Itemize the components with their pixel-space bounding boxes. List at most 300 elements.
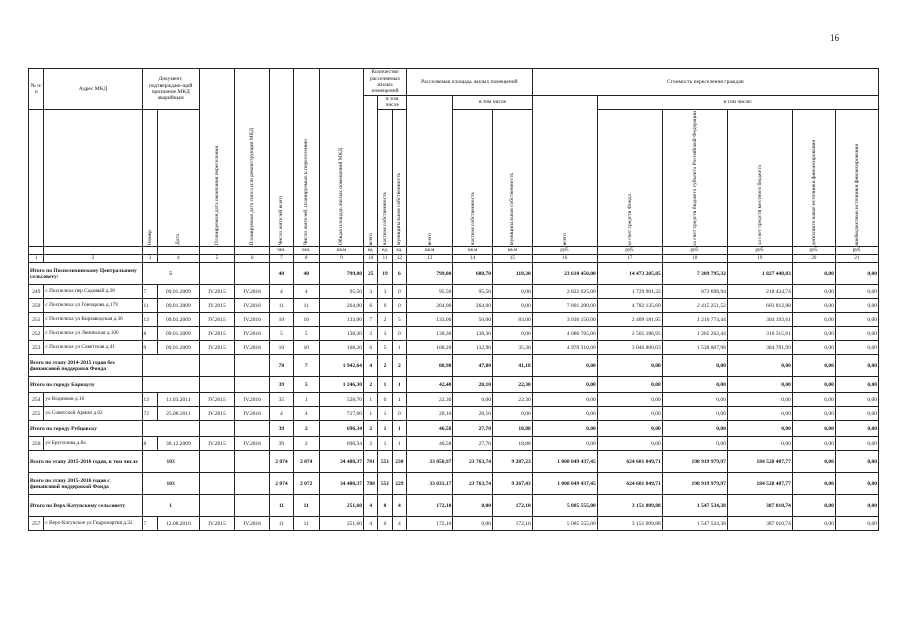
value-cell: 23 763,74 xyxy=(453,451,493,473)
summary-row xyxy=(29,421,879,437)
value-cell: 0,00 xyxy=(792,473,835,495)
header-local-cell xyxy=(727,109,792,247)
value-cell: 198 919 979,97 xyxy=(662,473,727,495)
value-cell: 1 xyxy=(392,377,406,393)
empty-cell xyxy=(235,421,270,437)
value-cell: 138,30 xyxy=(407,327,453,341)
column-number: 2 xyxy=(44,255,142,263)
row-doc-number: 8 xyxy=(142,437,157,451)
value-cell: 0,00 xyxy=(835,421,878,437)
value-cell: 717,60 xyxy=(319,407,363,421)
header-fund: за счет средств Фонда xyxy=(626,193,633,246)
value-cell: 551 xyxy=(378,473,392,495)
unit-cell: кв.м xyxy=(493,247,533,255)
value-cell: 1 942,64 xyxy=(319,355,363,377)
value-cell: 1 729 901,32 xyxy=(597,285,662,299)
row-planned-end: IV.2015 xyxy=(199,437,234,451)
value-cell: 11 xyxy=(293,517,319,531)
unit-cell: руб. xyxy=(597,247,662,255)
value-cell: 0,00 xyxy=(835,473,878,495)
value-cell: 11 xyxy=(270,517,293,531)
value-cell: 0,00 xyxy=(662,377,727,393)
column-number: 17 xyxy=(597,255,662,263)
value-cell: 0,00 xyxy=(792,285,835,299)
row-num: 256 xyxy=(29,437,44,451)
value-cell: 3 xyxy=(378,285,392,299)
column-number: 20 xyxy=(792,255,835,263)
value-cell: 6 xyxy=(378,299,392,313)
summary-label: Итого по Верх-Катунскому сельсовету xyxy=(29,495,143,517)
value-cell: 0,00 xyxy=(792,377,835,393)
row-num: 250 xyxy=(29,299,44,313)
value-cell: 138,30 xyxy=(453,327,493,341)
summary-mkd-count: 103 xyxy=(142,451,199,473)
row-planned-end: IV.2015 xyxy=(199,407,234,421)
table-row xyxy=(29,299,879,313)
unit-cell: кв.м xyxy=(407,247,453,255)
header-residents-planned: Число жителей, планируемых к переселению xyxy=(303,138,310,246)
header-address-cont xyxy=(44,109,142,247)
row-planned-end: IV.2015 xyxy=(199,285,234,299)
row-address: с Поспелиха ул Кирзаводская д.36 xyxy=(44,313,142,327)
value-cell: 0,00 xyxy=(662,393,727,407)
row-num: 252 xyxy=(29,327,44,341)
value-cell: 0,00 xyxy=(792,393,835,407)
header-cost: Стоимость переселения граждан xyxy=(532,69,878,96)
value-cell: 6 xyxy=(392,263,406,285)
value-cell: 229 xyxy=(392,473,406,495)
empty-cell xyxy=(199,451,234,473)
value-cell: 35 xyxy=(270,393,293,407)
row-doc-date: 09.01.2009 xyxy=(157,285,199,299)
value-cell: 1 008 049 437,45 xyxy=(532,473,597,495)
value-cell: 83,00 xyxy=(493,313,533,327)
value-cell: 20,10 xyxy=(407,407,453,421)
column-number: 21 xyxy=(835,255,878,263)
unit-cell xyxy=(142,247,157,255)
value-cell: 5 085 555,00 xyxy=(532,495,597,517)
summary-row xyxy=(29,263,879,285)
value-cell: 7 xyxy=(364,313,378,327)
value-cell: 5 xyxy=(392,313,406,327)
summary-row xyxy=(29,495,879,517)
value-cell: 0,00 xyxy=(532,355,597,377)
row-doc-date: 25.08.2011 xyxy=(157,407,199,421)
value-cell: 2 074 xyxy=(270,451,293,473)
value-cell: 3 046 800,03 xyxy=(597,341,662,355)
summary-mkd-count: 103 xyxy=(142,473,199,495)
value-cell: 50,00 xyxy=(453,313,493,327)
unit-cell: кв.м xyxy=(453,247,493,255)
header-area-incl: в том числе xyxy=(453,96,532,110)
row-doc-number: 9 xyxy=(142,341,157,355)
value-cell: 0,00 xyxy=(835,355,878,377)
value-cell: 4 xyxy=(270,407,293,421)
unit-cell xyxy=(199,247,234,255)
value-cell: 0,00 xyxy=(792,437,835,451)
value-cell: 781 xyxy=(364,451,378,473)
value-cell: 264,00 xyxy=(407,299,453,313)
table-row xyxy=(29,407,879,421)
value-cell: 251,60 xyxy=(319,517,363,531)
summary-mkd-count xyxy=(142,355,199,377)
value-cell: 384 701,99 xyxy=(727,341,792,355)
value-cell: 0,00 xyxy=(453,495,493,517)
unit-cell: кв.м xyxy=(319,247,363,255)
header-document: Документ, подтверждаю-щий признание МКД аварийным xyxy=(142,69,199,110)
value-cell: 95,50 xyxy=(319,285,363,299)
summary-label: Всего по этапу 2015-2016 годов с финансовой поддержкой Фонда xyxy=(29,473,143,495)
value-cell: 25 xyxy=(364,263,378,285)
header-offbudget: внебюджетные источники финансирования xyxy=(853,143,860,246)
column-number: 6 xyxy=(235,255,270,263)
value-cell: 603 812,88 xyxy=(727,299,792,313)
column-number: 13 xyxy=(407,255,453,263)
row-doc-number: 13 xyxy=(142,393,157,407)
summary-label: Всего по этапу 2014-2015 годов без финансовой поддержки Фонда xyxy=(29,355,143,377)
summary-label: Всего по этапу 2015-2016 годов, в том числе xyxy=(29,451,143,473)
value-cell: 40 xyxy=(270,263,293,285)
value-cell: 6 xyxy=(364,341,378,355)
value-cell: 0,00 xyxy=(792,263,835,285)
value-cell: 264,00 xyxy=(453,299,493,313)
column-number: 8 xyxy=(293,255,319,263)
value-cell: 0,00 xyxy=(835,407,878,421)
value-cell: 118,30 xyxy=(493,263,533,285)
value-cell: 39 xyxy=(270,421,293,437)
value-cell: 528,70 xyxy=(319,393,363,407)
value-cell: 1 547 534,38 xyxy=(662,495,727,517)
row-address: с Поспелиха ул Советская д.41 xyxy=(44,341,142,355)
value-cell: 78 xyxy=(270,355,293,377)
unit-cell: руб. xyxy=(532,247,597,255)
header-doc-number-cell xyxy=(142,109,157,247)
row-address: ул Советской Армии д.62 xyxy=(44,407,142,421)
value-cell: 0 xyxy=(392,299,406,313)
value-cell: 1 xyxy=(378,437,392,451)
table-row xyxy=(29,285,879,299)
column-number: 11 xyxy=(378,255,392,263)
value-cell: 132,90 xyxy=(453,341,493,355)
value-cell: 172,10 xyxy=(407,517,453,531)
row-planned-demolition: IV.2016 xyxy=(235,407,270,421)
row-num: 249 xyxy=(29,285,44,299)
header-rooms-municipal: муниципальная собственность xyxy=(396,173,403,246)
value-cell: 2 xyxy=(293,421,319,437)
row-doc-date: 12.08.2010 xyxy=(157,517,199,531)
row-planned-demolition: IV.2016 xyxy=(235,313,270,327)
value-cell: 1 538 807,98 xyxy=(662,341,727,355)
value-cell: 2 xyxy=(392,355,406,377)
header-fund-cell xyxy=(597,109,662,247)
value-cell: 4 xyxy=(392,495,406,517)
header-area-private-cell xyxy=(453,109,493,247)
value-cell: 799,00 xyxy=(407,263,453,285)
column-number: 18 xyxy=(662,255,727,263)
value-cell: 0,00 xyxy=(835,263,878,285)
value-cell: 10 xyxy=(293,313,319,327)
value-cell: 7 309 795,32 xyxy=(662,263,727,285)
value-cell: 316 315,61 xyxy=(727,327,792,341)
value-cell: 0,00 xyxy=(662,355,727,377)
header-local: за счет средств местного бюджета xyxy=(756,165,763,246)
value-cell: 0,00 xyxy=(835,299,878,313)
value-cell: 0,00 xyxy=(835,341,878,355)
value-cell: 551 xyxy=(378,451,392,473)
value-cell: 0,00 xyxy=(597,377,662,393)
column-number: 19 xyxy=(727,255,792,263)
header-rooms-incl: в том числе xyxy=(378,96,407,110)
value-cell: 40 xyxy=(293,263,319,285)
summary-row xyxy=(29,355,879,377)
value-cell: 0,00 xyxy=(792,341,835,355)
row-doc-date: 11.03.2011 xyxy=(157,393,199,407)
row-num: 257 xyxy=(29,517,44,531)
row-planned-end: IV.2015 xyxy=(199,341,234,355)
header-doc-date-cell xyxy=(157,109,199,247)
header-offbudget-cell xyxy=(835,109,878,247)
column-number: 5 xyxy=(199,255,234,263)
row-planned-demolition: IV.2016 xyxy=(235,393,270,407)
value-cell: 7 xyxy=(293,355,319,377)
value-cell: 22,30 xyxy=(493,393,533,407)
value-cell: 0,00 xyxy=(727,407,792,421)
header-doc-date: Дата xyxy=(175,234,182,246)
value-cell: 1 216 774,44 xyxy=(662,313,727,327)
summary-mkd-count: 1 xyxy=(142,495,199,517)
value-cell: 9 287,23 xyxy=(493,451,533,473)
value-cell: 0,00 xyxy=(727,377,792,393)
column-number: 10 xyxy=(364,255,378,263)
value-cell: 0,00 xyxy=(532,421,597,437)
header-subject: за счет средств бюджета субъекта Российской Федерации xyxy=(691,110,698,246)
value-cell: 1 xyxy=(392,437,406,451)
value-cell: 11 xyxy=(270,299,293,313)
value-cell: 0,00 xyxy=(662,407,727,421)
value-cell: 624 601 049,71 xyxy=(597,451,662,473)
value-cell: 696,34 xyxy=(319,421,363,437)
value-cell: 0,00 xyxy=(792,313,835,327)
value-cell: 5 xyxy=(378,341,392,355)
value-cell: 2 xyxy=(364,437,378,451)
row-doc-number: 7 xyxy=(142,285,157,299)
row-num: 254 xyxy=(29,393,44,407)
column-number: 14 xyxy=(453,255,493,263)
value-cell: 0,00 xyxy=(835,437,878,451)
header-rooms-total-cell xyxy=(364,96,378,247)
header-rooms-total: всего xyxy=(367,232,374,246)
value-cell: 387 010,74 xyxy=(727,495,792,517)
value-cell: 1 547 534,38 xyxy=(662,517,727,531)
value-cell: 4 xyxy=(364,355,378,377)
header-planned-end: Планируемая дата окончания переселения xyxy=(213,146,220,246)
header-planned-demolition: Планируемая дата сноса или реконструкции МКД xyxy=(249,127,256,246)
value-cell: 33 031,17 xyxy=(407,473,453,495)
value-cell: 0,00 xyxy=(835,495,878,517)
value-cell: 0,00 xyxy=(493,327,533,341)
value-cell: 1 xyxy=(364,393,378,407)
value-cell: 0,00 xyxy=(835,377,878,393)
value-cell: 2 072 xyxy=(293,473,319,495)
value-cell: 0,00 xyxy=(532,377,597,393)
value-cell: 2 074 xyxy=(293,451,319,473)
unit-cell xyxy=(235,247,270,255)
value-cell: 0,00 xyxy=(727,393,792,407)
value-cell: 172,10 xyxy=(493,495,533,517)
row-planned-end: IV.2015 xyxy=(199,327,234,341)
header-subject-cell xyxy=(662,109,727,247)
header-area-total-cell xyxy=(407,96,453,247)
column-number: 1 xyxy=(29,255,44,263)
value-cell: 2 074 xyxy=(270,473,293,495)
row-planned-demolition: IV.2016 xyxy=(235,299,270,313)
value-cell: 680,70 xyxy=(453,263,493,285)
unit-cell: руб. xyxy=(835,247,878,255)
empty-cell xyxy=(199,263,234,285)
value-cell: 168,20 xyxy=(319,341,363,355)
value-cell: 95,50 xyxy=(407,285,453,299)
column-number: 9 xyxy=(319,255,363,263)
header-area-private: частная собственность xyxy=(469,191,476,246)
value-cell: 0,00 xyxy=(493,407,533,421)
value-cell: 2 822 025,00 xyxy=(532,285,597,299)
value-cell: 0,00 xyxy=(792,299,835,313)
unit-cell: руб. xyxy=(727,247,792,255)
page-number: 16 xyxy=(830,33,839,43)
row-doc-number: 7 xyxy=(142,517,157,531)
header-num: № п/п xyxy=(29,69,44,110)
summary-mkd-count xyxy=(142,377,199,393)
value-cell: 3 151 009,88 xyxy=(597,495,662,517)
value-cell: 0,00 xyxy=(727,437,792,451)
header-rooms-private: частная собственность xyxy=(381,191,388,246)
row-planned-end: IV.2015 xyxy=(199,299,234,313)
value-cell: 11 xyxy=(270,495,293,517)
value-cell: 133,00 xyxy=(407,313,453,327)
empty-cell xyxy=(235,451,270,473)
value-cell: 1 xyxy=(378,407,392,421)
value-cell: 39 xyxy=(270,377,293,393)
empty-cell xyxy=(199,377,234,393)
value-cell: 138,30 xyxy=(319,327,363,341)
unit-cell xyxy=(157,247,199,255)
summary-row xyxy=(29,473,879,495)
value-cell: 10 xyxy=(270,341,293,355)
row-planned-end: IV.2015 xyxy=(199,313,234,327)
value-cell: 10 xyxy=(270,313,293,327)
value-cell: 0,00 xyxy=(792,421,835,437)
row-planned-demolition: IV.2016 xyxy=(235,285,270,299)
summary-label: Итого по городу Рубцовску xyxy=(29,421,143,437)
value-cell: 3 xyxy=(364,285,378,299)
summary-row xyxy=(29,451,879,473)
value-cell: 14 473 205,85 xyxy=(597,263,662,285)
column-number: 12 xyxy=(392,255,406,263)
value-cell: 27,70 xyxy=(453,421,493,437)
empty-cell xyxy=(235,355,270,377)
value-cell: 0,00 xyxy=(597,355,662,377)
value-cell: 4 xyxy=(270,285,293,299)
value-cell: 0,00 xyxy=(792,451,835,473)
row-doc-date: 30.12.2009 xyxy=(157,437,199,451)
units-row xyxy=(29,247,879,255)
row-num: 253 xyxy=(29,341,44,355)
column-number: 16 xyxy=(532,255,597,263)
value-cell: 1 008 049 437,45 xyxy=(532,451,597,473)
value-cell: 22,30 xyxy=(407,393,453,407)
unit-cell xyxy=(44,247,142,255)
empty-cell xyxy=(235,473,270,495)
unit-cell: ед. xyxy=(392,247,406,255)
value-cell: 2 xyxy=(293,437,319,451)
header-planned-demolition-cell xyxy=(235,69,270,247)
value-cell: 0,00 xyxy=(835,327,878,341)
value-cell: 1 xyxy=(392,421,406,437)
empty-cell xyxy=(235,263,270,285)
empty-cell xyxy=(235,377,270,393)
value-cell: 23 610 450,00 xyxy=(532,263,597,285)
value-cell: 1 xyxy=(378,421,392,437)
value-cell: 2 xyxy=(378,355,392,377)
row-num: 255 xyxy=(29,407,44,421)
value-cell: 184 528 407,77 xyxy=(727,473,792,495)
summary-label: Итого по Поспелихинскому Центральному сельсовету: xyxy=(29,263,143,285)
empty-cell xyxy=(235,495,270,517)
value-cell: 5 xyxy=(293,327,319,341)
value-cell: 4 782 135,60 xyxy=(597,299,662,313)
value-cell: 0,00 xyxy=(835,285,878,299)
value-cell: 0,00 xyxy=(835,517,878,531)
value-cell: 34 480,37 xyxy=(319,451,363,473)
value-cell: 4 086 765,00 xyxy=(532,327,597,341)
value-cell: 2 xyxy=(378,313,392,327)
row-address: ул Водников д.16 xyxy=(44,393,142,407)
value-cell: 696,34 xyxy=(319,437,363,451)
value-cell: 5 085 555,00 xyxy=(532,517,597,531)
value-cell: 47,80 xyxy=(453,355,493,377)
empty-cell xyxy=(199,355,234,377)
value-cell: 0 xyxy=(378,495,392,517)
value-cell: 0,00 xyxy=(792,355,835,377)
row-address: с Поспелиха пер Садовый д.28 xyxy=(44,285,142,299)
value-cell: 5 xyxy=(293,377,319,393)
value-cell: 1 827 448,83 xyxy=(727,263,792,285)
header-address: Адрес МКД xyxy=(44,69,142,110)
value-cell: 873 698,94 xyxy=(662,285,727,299)
header-cost-total: всего xyxy=(561,232,568,246)
value-cell: 0 xyxy=(392,327,406,341)
unit-cell: чел. xyxy=(293,247,319,255)
value-cell: 0,00 xyxy=(727,421,792,437)
value-cell: 198 919 979,97 xyxy=(662,451,727,473)
row-planned-end: IV.2015 xyxy=(199,517,234,531)
value-cell: 27,70 xyxy=(453,437,493,451)
summary-label: Итого по городу Барнаулу xyxy=(29,377,143,393)
header-area-resettled: Расселяемая площадь жилых помещений xyxy=(407,69,533,96)
value-cell: 20,10 xyxy=(453,407,493,421)
value-cell: 4 xyxy=(293,285,319,299)
column-number: 3 xyxy=(142,255,157,263)
value-cell: 46,58 xyxy=(407,421,453,437)
header-rooms-private-cell xyxy=(378,109,392,247)
value-cell: 2 505 186,95 xyxy=(597,327,662,341)
header-residents-planned-cell xyxy=(293,69,319,247)
row-address: с Поспелиха ул Ленинская д.106 xyxy=(44,327,142,341)
row-address: ул Брусилова д.8а xyxy=(44,437,142,451)
value-cell: 1 246,30 xyxy=(319,377,363,393)
value-cell: 0,00 xyxy=(597,407,662,421)
value-cell: 3 930 150,00 xyxy=(532,313,597,327)
